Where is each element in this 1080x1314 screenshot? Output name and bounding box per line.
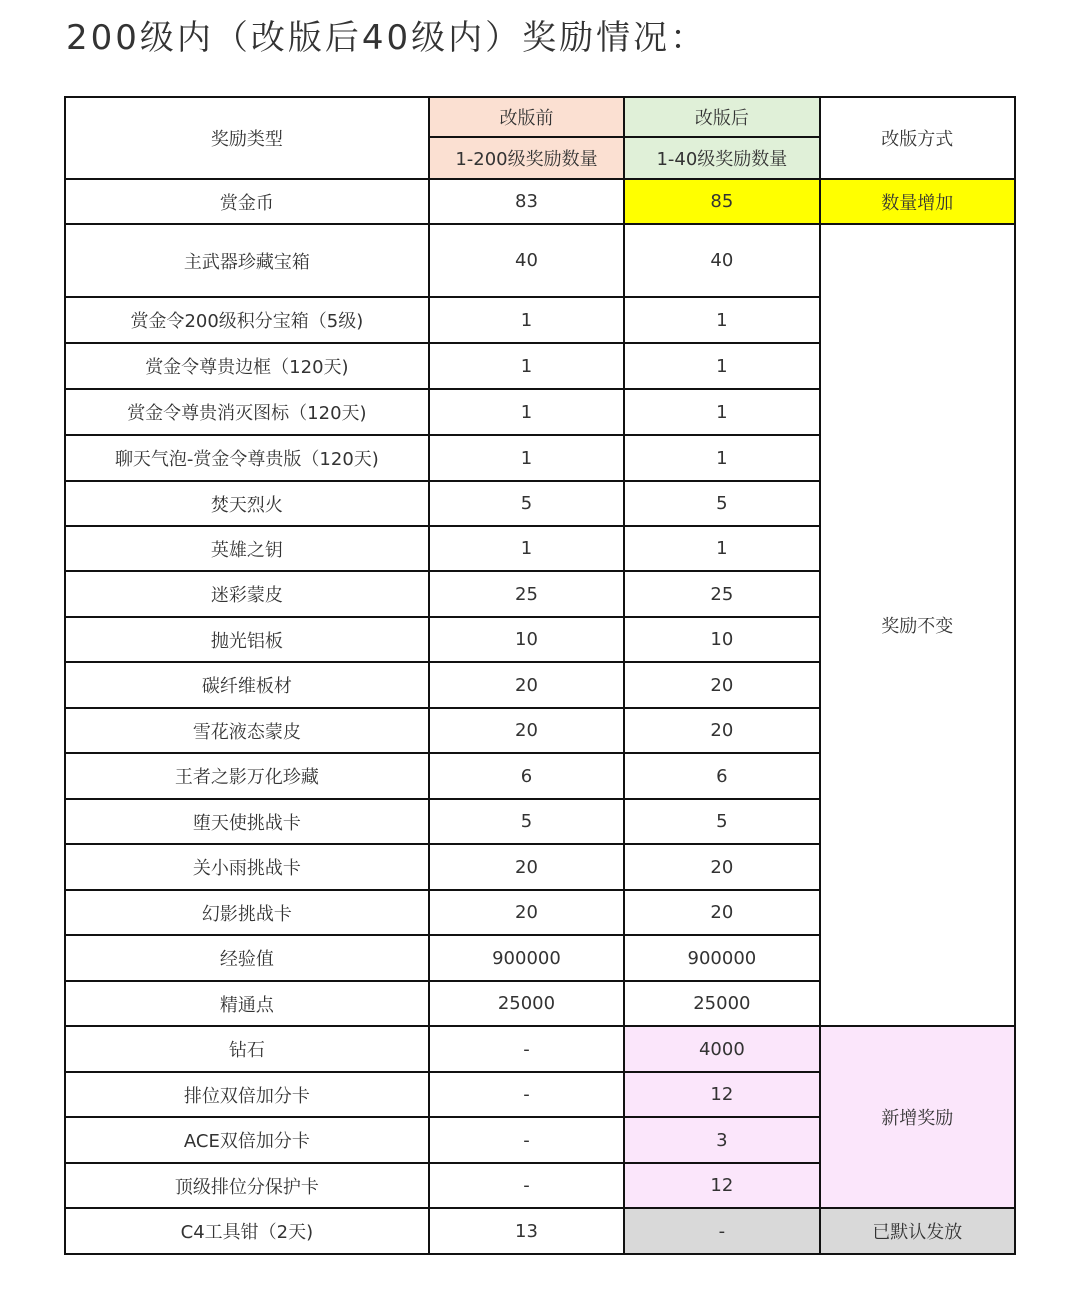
method-increase: 数量增加 [820, 179, 1015, 224]
rewards-table [64, 96, 1016, 1255]
before-count: 1 [429, 389, 624, 435]
reward-name: 经验值 [65, 935, 429, 981]
after-count: 5 [624, 481, 819, 526]
reward-name: 英雄之钥 [65, 526, 429, 571]
after-count: 12 [624, 1163, 819, 1208]
before-count: 13 [429, 1208, 624, 1254]
page-title: 200级内（改版后40级内）奖励情况： [66, 18, 708, 58]
method-default: 已默认发放 [820, 1208, 1015, 1254]
header-method: 改版方式 [820, 97, 1015, 179]
before-count: 20 [429, 708, 624, 753]
before-count: 5 [429, 481, 624, 526]
reward-name: 关小雨挑战卡 [65, 844, 429, 890]
before-count: 20 [429, 844, 624, 890]
header-before: 改版前 [429, 97, 624, 137]
before-count: 10 [429, 617, 624, 662]
after-count: 20 [624, 708, 819, 753]
after-count: 1 [624, 343, 819, 389]
after-count: 25 [624, 571, 819, 617]
before-count: - [429, 1163, 624, 1208]
before-count: 20 [429, 662, 624, 708]
after-count: 1 [624, 435, 819, 481]
before-count: 1 [429, 435, 624, 481]
after-count: 1 [624, 389, 819, 435]
reward-name: 赏金令尊贵边框（120天) [65, 343, 429, 389]
reward-name: 堕天使挑战卡 [65, 799, 429, 844]
after-count: 5 [624, 799, 819, 844]
before-count: 25 [429, 571, 624, 617]
after-count: 20 [624, 662, 819, 708]
before-count: 6 [429, 753, 624, 799]
reward-name: 碳纤维板材 [65, 662, 429, 708]
table-row [65, 1026, 1015, 1072]
reward-name: 赏金令尊贵消灭图标（120天) [65, 389, 429, 435]
header-row [65, 97, 1015, 137]
reward-name: 钻石 [65, 1026, 429, 1072]
table-row [65, 179, 1015, 224]
before-count: 40 [429, 224, 624, 297]
before-count: 1 [429, 297, 624, 343]
reward-name: 主武器珍藏宝箱 [65, 224, 429, 297]
header-after-sub: 1-40级奖励数量 [624, 137, 819, 179]
after-count: 40 [624, 224, 819, 297]
before-count: - [429, 1072, 624, 1117]
reward-name: 幻影挑战卡 [65, 890, 429, 935]
table-row [65, 1208, 1015, 1254]
after-count: 25000 [624, 981, 819, 1026]
after-count: 3 [624, 1117, 819, 1163]
before-count: 1 [429, 343, 624, 389]
header-after: 改版后 [624, 97, 819, 137]
before-count: 5 [429, 799, 624, 844]
reward-name: 迷彩蒙皮 [65, 571, 429, 617]
after-count: 12 [624, 1072, 819, 1117]
reward-name: 聊天气泡-赏金令尊贵版（120天) [65, 435, 429, 481]
reward-name: 精通点 [65, 981, 429, 1026]
after-count: 20 [624, 844, 819, 890]
table-row [65, 224, 1015, 297]
reward-name: 焚天烈火 [65, 481, 429, 526]
before-count: - [429, 1117, 624, 1163]
after-count: 6 [624, 753, 819, 799]
after-count: 85 [624, 179, 819, 224]
reward-name: ACE双倍加分卡 [65, 1117, 429, 1163]
method-new: 新增奖励 [820, 1026, 1015, 1208]
method-unchanged: 奖励不变 [820, 224, 1015, 1026]
before-count: - [429, 1026, 624, 1072]
after-count: 4000 [624, 1026, 819, 1072]
before-count: 900000 [429, 935, 624, 981]
after-count: 10 [624, 617, 819, 662]
before-count: 25000 [429, 981, 624, 1026]
reward-name: 赏金币 [65, 179, 429, 224]
reward-name: 抛光铝板 [65, 617, 429, 662]
header-type: 奖励类型 [65, 97, 429, 179]
reward-name: 雪花液态蒙皮 [65, 708, 429, 753]
before-count: 83 [429, 179, 624, 224]
before-count: 1 [429, 526, 624, 571]
after-count: 1 [624, 297, 819, 343]
reward-name: 赏金令200级积分宝箱（5级) [65, 297, 429, 343]
after-count: 20 [624, 890, 819, 935]
reward-name: 排位双倍加分卡 [65, 1072, 429, 1117]
after-count: 1 [624, 526, 819, 571]
header-before-sub: 1-200级奖励数量 [429, 137, 624, 179]
reward-name: 王者之影万化珍藏 [65, 753, 429, 799]
after-count: 900000 [624, 935, 819, 981]
reward-name: 顶级排位分保护卡 [65, 1163, 429, 1208]
after-count: - [624, 1208, 819, 1254]
before-count: 20 [429, 890, 624, 935]
reward-name: C4工具钳（2天) [65, 1208, 429, 1254]
